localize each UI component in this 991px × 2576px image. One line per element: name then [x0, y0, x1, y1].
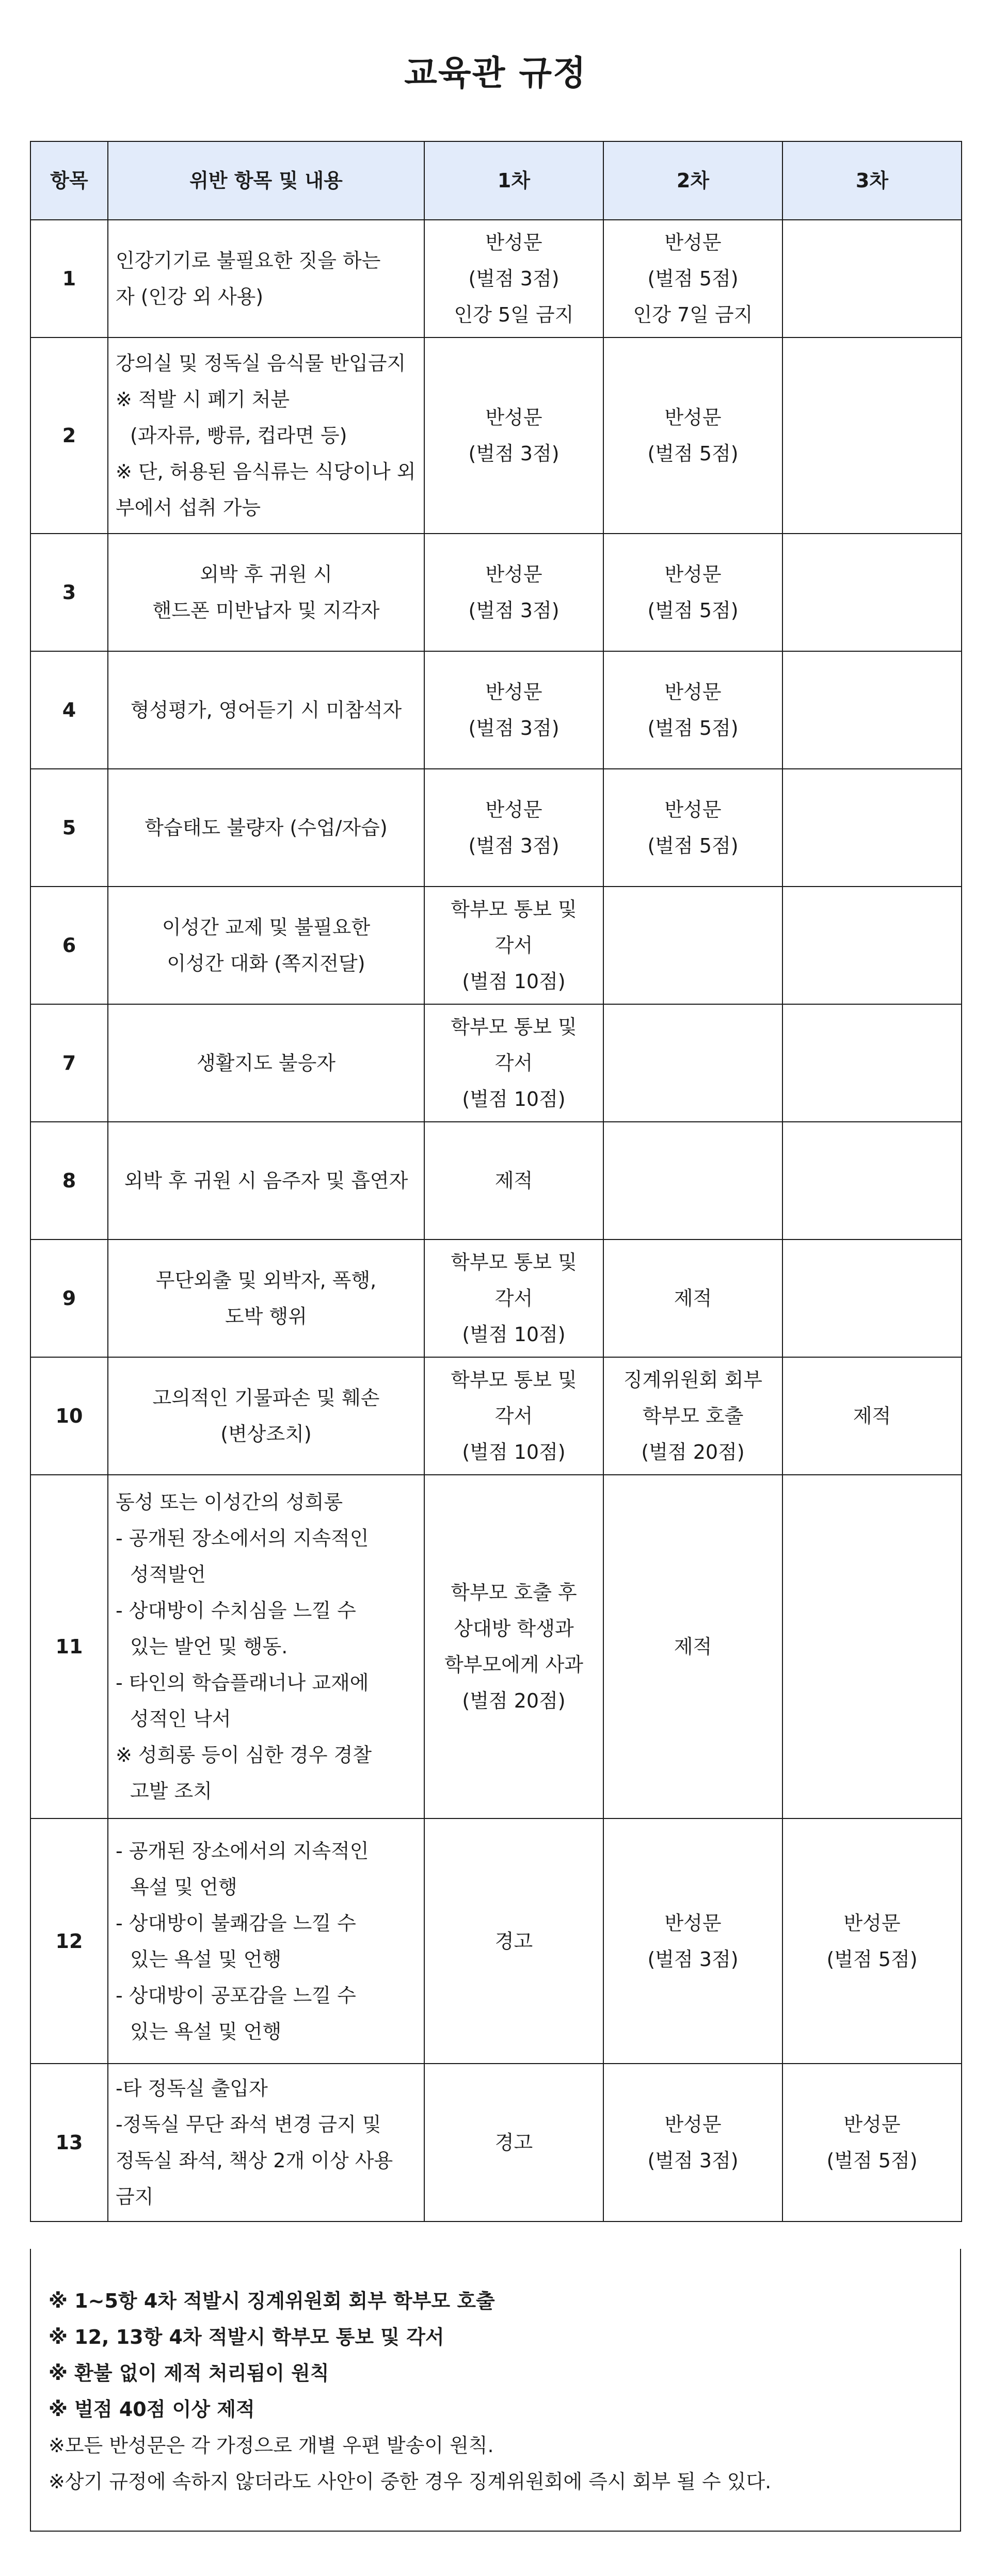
table-row [30, 1122, 962, 1239]
violation-content [108, 1122, 424, 1239]
third-offense-penalty [782, 1239, 962, 1357]
first-offense-penalty-line: 경고 [494, 2131, 533, 2154]
table-row [30, 220, 962, 337]
violation-content-line: (과자류, 빵류, 컵라면 등) [130, 424, 347, 447]
first-offense-penalty-line: 인강 5일 금지 [454, 303, 574, 326]
first-offense-penalty [424, 220, 603, 337]
third-offense-penalty-line: (벌점 5점) [826, 1947, 918, 1971]
first-offense-penalty-line: 경고 [494, 1929, 533, 1953]
page-title: 교육관 규정 [404, 53, 587, 93]
violation-content-line: 이성간 교제 및 불필요한 [162, 916, 371, 939]
violation-content-line: 고발 조치 [130, 1780, 212, 1802]
violation-content-line: - 타인의 학습플래너나 교재에 [116, 1671, 369, 1694]
second-offense-penalty-line: 징계위원회 회부 [623, 1369, 763, 1391]
second-offense-penalty-line: 반성문 [664, 563, 722, 586]
first-offense-penalty-line: 학부모에게 사과 [444, 1653, 584, 1676]
second-offense-penalty [603, 220, 782, 337]
first-offense-penalty [424, 1818, 603, 2064]
violation-content [108, 1357, 424, 1475]
header-third-offense: 3차 [782, 141, 962, 220]
first-offense-penalty [424, 2064, 603, 2221]
violation-content-line: - 공개된 장소에서의 지속적인 [116, 1527, 369, 1550]
note-line: ※ 12, 13항 4차 적발시 학부모 통보 및 각서 [49, 2326, 444, 2348]
violation-content-line: 성적인 낙서 [130, 1708, 231, 1730]
table-header-row [30, 141, 962, 220]
table-row [30, 337, 962, 534]
item-number: 7 [30, 1004, 108, 1122]
notes-box [30, 2249, 961, 2532]
first-offense-penalty-line: 반성문 [485, 681, 542, 703]
table-row [30, 2064, 962, 2221]
table-row [30, 887, 962, 1004]
second-offense-penalty [603, 1239, 782, 1357]
first-offense-penalty-line: (벌점 3점) [468, 267, 560, 290]
second-offense-penalty-line: 반성문 [664, 231, 722, 254]
table-row [30, 1818, 962, 2064]
violation-content [108, 1239, 424, 1357]
third-offense-penalty-line: (벌점 5점) [826, 2149, 918, 2172]
violation-content [108, 1818, 424, 2064]
second-offense-penalty-line: (벌점 3점) [647, 2149, 739, 2172]
third-offense-penalty [782, 534, 962, 651]
item-number: 9 [30, 1239, 108, 1357]
table-row [30, 534, 962, 651]
note-line: ※ 환불 없이 제적 처리됨이 원칙 [49, 2362, 329, 2385]
violation-content-line: 인강기기로 불필요한 짓을 하는 [116, 249, 381, 272]
first-offense-penalty [424, 337, 603, 534]
first-offense-penalty [424, 1475, 603, 1818]
second-offense-penalty [603, 1818, 782, 2064]
third-offense-penalty-line: 제적 [853, 1405, 891, 1427]
first-offense-penalty [424, 1239, 603, 1357]
first-offense-penalty-line: 각서 [494, 934, 533, 957]
first-offense-penalty-line: 반성문 [485, 231, 542, 254]
violation-content [108, 887, 424, 1004]
violation-content-line: ※ 성희롱 등이 심한 경우 경찰 [116, 1744, 372, 1766]
first-offense-penalty-line: 반성문 [485, 406, 542, 429]
first-offense-penalty-line: (벌점 10점) [462, 970, 566, 993]
third-offense-penalty [782, 1357, 962, 1475]
first-offense-penalty [424, 887, 603, 1004]
violation-content-line: 학습태도 불량자 (수업/자습) [145, 816, 388, 839]
violation-content [108, 1004, 424, 1122]
third-offense-penalty [782, 337, 962, 534]
second-offense-penalty-line: (벌점 5점) [647, 834, 739, 857]
violation-content-line: 고의적인 기물파손 및 훼손 [152, 1387, 380, 1409]
violation-content-line: - 상대방이 공포감을 느낄 수 [116, 1984, 356, 2007]
violation-content-line: 강의실 및 정독실 음식물 반입금지 [116, 352, 406, 375]
item-number: 4 [30, 651, 108, 769]
first-offense-penalty-line: 반성문 [485, 563, 542, 586]
violation-content [108, 769, 424, 887]
violation-content-line: 성적발언 [130, 1563, 206, 1586]
violation-content-line: ※ 단, 허용된 음식류는 식당이나 외 [116, 460, 416, 483]
second-offense-penalty [603, 769, 782, 887]
second-offense-penalty-line: 반성문 [664, 798, 722, 821]
third-offense-penalty [782, 1122, 962, 1239]
first-offense-penalty-line: (벌점 3점) [468, 599, 560, 622]
first-offense-penalty-line: 학부모 통보 및 [451, 1016, 577, 1038]
first-offense-penalty-line: 제적 [494, 1169, 533, 1192]
header-violation: 위반 항목 및 내용 [108, 141, 424, 220]
violation-content-line: 있는 발언 및 행동. [130, 1635, 288, 1658]
second-offense-penalty-line: (벌점 3점) [647, 1947, 739, 1971]
second-offense-penalty-line: 학부모 호출 [642, 1405, 744, 1427]
first-offense-penalty-line: 반성문 [485, 798, 542, 821]
item-number: 1 [30, 220, 108, 337]
violation-content [108, 2064, 424, 2221]
table-row [30, 1004, 962, 1122]
violation-content-line: 금지 [116, 2185, 154, 2208]
regulation-table [30, 141, 962, 2222]
second-offense-penalty-line: 반성문 [664, 2113, 722, 2136]
violation-content [108, 534, 424, 651]
violation-content-line: - 상대방이 불쾌감을 느낄 수 [116, 1911, 356, 1935]
item-number: 6 [30, 887, 108, 1004]
item-number: 12 [30, 1818, 108, 2064]
second-offense-penalty [603, 1475, 782, 1818]
violation-content [108, 337, 424, 534]
first-offense-penalty-line: 상대방 학생과 [454, 1617, 574, 1640]
violation-content-line: - 공개된 장소에서의 지속적인 [116, 1839, 369, 1862]
third-offense-penalty-line: 반성문 [843, 1911, 901, 1935]
second-offense-penalty [603, 1004, 782, 1122]
first-offense-penalty-line: (벌점 10점) [462, 1441, 566, 1463]
third-offense-penalty [782, 1004, 962, 1122]
table-row [30, 1239, 962, 1357]
second-offense-penalty-line: 인강 7일 금지 [633, 303, 753, 326]
second-offense-penalty-line: 반성문 [664, 681, 722, 703]
second-offense-penalty [603, 1357, 782, 1475]
note-line: ※모든 반성문은 각 가정으로 개별 우편 발송이 원칙. [49, 2434, 494, 2457]
violation-content-line: 욕설 및 언행 [130, 1875, 237, 1898]
first-offense-penalty-line: 학부모 통보 및 [451, 1369, 577, 1391]
item-number: 13 [30, 2064, 108, 2221]
table-row [30, 1475, 962, 1818]
first-offense-penalty [424, 1122, 603, 1239]
violation-content-line: 무단외출 및 외박자, 폭행, [155, 1269, 377, 1292]
violation-content-line: 외박 후 귀원 시 음주자 및 흡연자 [124, 1169, 408, 1192]
violation-content-line: 자 (인강 외 사용) [116, 285, 264, 308]
second-offense-penalty [603, 1122, 782, 1239]
third-offense-penalty [782, 887, 962, 1004]
violation-content-line: 정독실 좌석, 책상 2개 이상 사용 [116, 2149, 393, 2172]
second-offense-penalty [603, 651, 782, 769]
violation-content [108, 651, 424, 769]
second-offense-penalty-line: 제적 [674, 1287, 712, 1310]
first-offense-penalty [424, 534, 603, 651]
third-offense-penalty [782, 1818, 962, 2064]
violation-content-line: 도박 행위 [225, 1305, 307, 1328]
violation-content-line: ※ 적발 시 폐기 처분 [116, 388, 290, 411]
violation-content-line: 동성 또는 이성간의 성희롱 [116, 1491, 343, 1514]
first-offense-penalty-line: 각서 [494, 1052, 533, 1074]
third-offense-penalty [782, 220, 962, 337]
second-offense-penalty-line: 반성문 [664, 406, 722, 429]
table-row [30, 1357, 962, 1475]
first-offense-penalty [424, 769, 603, 887]
first-offense-penalty [424, 1357, 603, 1475]
first-offense-penalty-line: (벌점 3점) [468, 442, 560, 465]
first-offense-penalty-line: 학부모 통보 및 [451, 1251, 577, 1274]
violation-content-line: -정독실 무단 좌석 변경 금지 및 [116, 2113, 381, 2136]
item-number: 10 [30, 1357, 108, 1475]
violation-content [108, 1475, 424, 1818]
second-offense-penalty [603, 337, 782, 534]
third-offense-penalty-line: 반성문 [843, 2113, 901, 2136]
header-second-offense: 2차 [603, 141, 782, 220]
first-offense-penalty-line: (벌점 3점) [468, 717, 560, 739]
violation-content-line: (변상조치) [220, 1423, 312, 1445]
third-offense-penalty [782, 2064, 962, 2221]
violation-content-line: 핸드폰 미반납자 및 지각자 [152, 599, 380, 622]
second-offense-penalty-line: 반성문 [664, 1911, 722, 1935]
first-offense-penalty-line: (벌점 10점) [462, 1323, 566, 1346]
note-line: ※ 벌점 40점 이상 제적 [49, 2398, 255, 2421]
violation-content-line: 부에서 섭취 가능 [116, 496, 261, 519]
table-row [30, 769, 962, 887]
first-offense-penalty-line: (벌점 20점) [462, 1689, 566, 1712]
second-offense-penalty [603, 534, 782, 651]
second-offense-penalty [603, 887, 782, 1004]
item-number: 11 [30, 1475, 108, 1818]
third-offense-penalty [782, 651, 962, 769]
item-number: 3 [30, 534, 108, 651]
violation-content-line: 생활지도 불응자 [196, 1052, 336, 1074]
second-offense-penalty-line: (벌점 5점) [647, 267, 739, 290]
header-first-offense: 1차 [424, 141, 603, 220]
first-offense-penalty-line: 학부모 통보 및 [451, 898, 577, 921]
item-number: 2 [30, 337, 108, 534]
violation-content-line: 형성평가, 영어듣기 시 미참석자 [130, 699, 402, 721]
third-offense-penalty [782, 769, 962, 887]
first-offense-penalty-line: (벌점 10점) [462, 1088, 566, 1110]
violation-content-line: - 상대방이 수치심을 느낄 수 [116, 1599, 356, 1622]
header-item-number: 항목 [30, 141, 108, 220]
first-offense-penalty-line: 각서 [494, 1405, 533, 1427]
first-offense-penalty-line: 각서 [494, 1287, 533, 1310]
note-line: ※상기 규정에 속하지 않더라도 사안이 중한 경우 징계위원회에 즉시 회부 될 수 있다. [49, 2470, 772, 2493]
violation-content [108, 220, 424, 337]
second-offense-penalty-line: (벌점 5점) [647, 717, 739, 739]
item-number: 5 [30, 769, 108, 887]
second-offense-penalty [603, 2064, 782, 2221]
first-offense-penalty [424, 1004, 603, 1122]
second-offense-penalty-line: (벌점 5점) [647, 442, 739, 465]
note-line: ※ 1~5항 4차 적발시 징계위원회 회부 학부모 호출 [49, 2290, 495, 2312]
first-offense-penalty-line: 학부모 호출 후 [451, 1581, 577, 1604]
second-offense-penalty-line: (벌점 20점) [641, 1441, 745, 1463]
second-offense-penalty-line: (벌점 5점) [647, 599, 739, 622]
first-offense-penalty [424, 651, 603, 769]
violation-content-line: 있는 욕설 및 언행 [130, 1947, 282, 1971]
second-offense-penalty-line: 제적 [674, 1635, 712, 1658]
violation-content-line: 외박 후 귀원 시 [200, 563, 332, 586]
first-offense-penalty-line: (벌점 3점) [468, 834, 560, 857]
violation-content-line: 있는 욕설 및 언행 [130, 2020, 282, 2043]
table-row [30, 651, 962, 769]
item-number: 8 [30, 1122, 108, 1239]
violation-content-line: 이성간 대화 (쪽지전달) [167, 952, 365, 975]
third-offense-penalty [782, 1475, 962, 1818]
violation-content-line: -타 정독실 출입자 [116, 2077, 268, 2100]
